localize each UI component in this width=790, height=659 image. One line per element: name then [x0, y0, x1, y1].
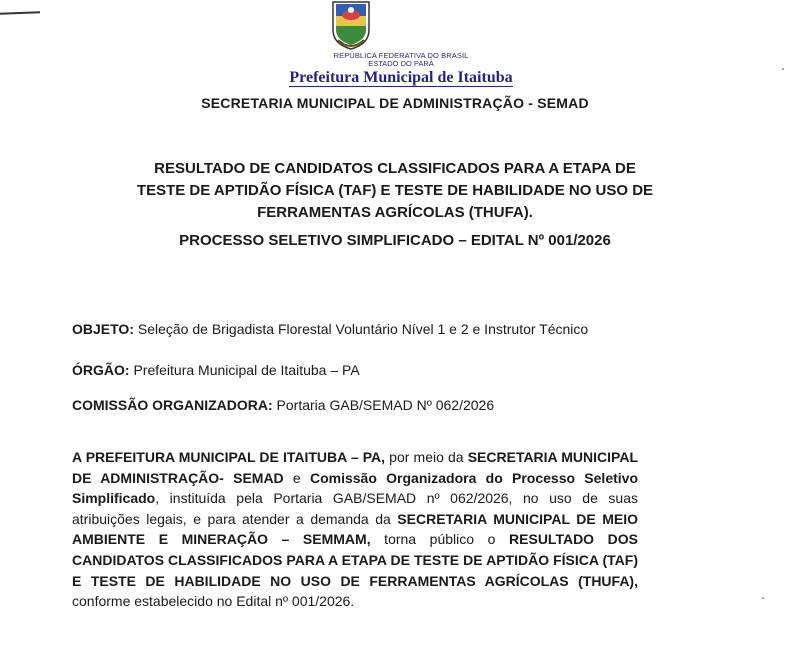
- scan-margin-mark: [0, 11, 40, 14]
- orgao-label: ÓRGÃO:: [72, 362, 130, 378]
- processo-heading: PROCESSO SELETIVO SIMPLIFICADO – EDITAL Nº 001/2026: [179, 232, 611, 249]
- para-text: torna público o: [370, 531, 510, 548]
- result-title-line: FERRAMENTAS AGRÍCOLAS (THUFA).: [257, 204, 533, 221]
- para-bold: SECRETARIA MUNICIPAL DE MEIO AMBIENTE E MINERAÇÃO – SEMMAM,: [72, 510, 638, 548]
- orgao-line: [72, 361, 360, 379]
- comissao-label: COMISSÃO ORGANIZADORA:: [72, 397, 273, 413]
- estado-label: ESTADO DO PARÁ: [368, 59, 434, 68]
- comissao-value: Portaria GAB/SEMAD Nº 062/2026: [272, 397, 495, 413]
- comissao-line: [72, 396, 494, 414]
- para-bold: Comissão Organizadora do Processo Seletivo Simplificado: [72, 469, 638, 507]
- objeto-value: Seleção de Brigadista Florestal Voluntário Nível 1 e 2 e Instrutor Técnico: [133, 321, 589, 337]
- prefeitura-title-text: Prefeitura Municipal de Itaituba: [289, 69, 513, 86]
- para-bold: A PREFEITURA MUNICIPAL DE ITAITUBA – PA,: [72, 449, 386, 465]
- para-bold: SECRETARIA MUNICIPAL DE ADMINISTRAÇÃO- SEMAD: [72, 449, 639, 486]
- republica-label: REPÚBLICA FEDERATIVA DO BRASIL: [333, 51, 469, 60]
- para-text: , instituída pela Portaria GAB/SEMAD nº 062/2026, no uso de suas atribuições legais, e para atender a demanda da: [72, 490, 638, 527]
- orgao-value: Prefeitura Municipal de Itaituba – PA: [129, 362, 360, 378]
- secretaria-heading: SECRETARIA MUNICIPAL DE ADMINISTRAÇÃO - SEMAD: [201, 95, 589, 111]
- announcement-paragraph: [72, 447, 638, 612]
- prefeitura-title: [6, 69, 790, 87]
- para-text: conforme estabelecido no Edital nº 001/2026.: [72, 593, 355, 610]
- objeto-label: OBJETO:: [72, 321, 134, 337]
- result-title-line: TESTE DE APTIDÃO FÍSICA (TAF) E TESTE DE HABILIDADE NO USO DE: [136, 182, 654, 199]
- para-bold: RESULTADO DOS CANDIDATOS CLASSIFICADOS PARA A ETAPA DE TESTE DE APTIDÃO FÍSICA (TAF) E TESTE DE HABILIDADE NO USO DE FERRAMENTAS AGRÍCOLAS (THUFA),: [72, 531, 638, 589]
- result-title-line: RESULTADO DE CANDIDATOS CLASSIFICADOS PARA A ETAPA DE: [154, 160, 636, 177]
- objeto-line: [72, 320, 672, 338]
- scan-speck: [762, 597, 764, 599]
- result-title: [40, 158, 750, 224]
- para-text: por meio da: [385, 449, 468, 465]
- para-text: e: [283, 469, 310, 486]
- municipal-crest-icon: [330, 0, 372, 50]
